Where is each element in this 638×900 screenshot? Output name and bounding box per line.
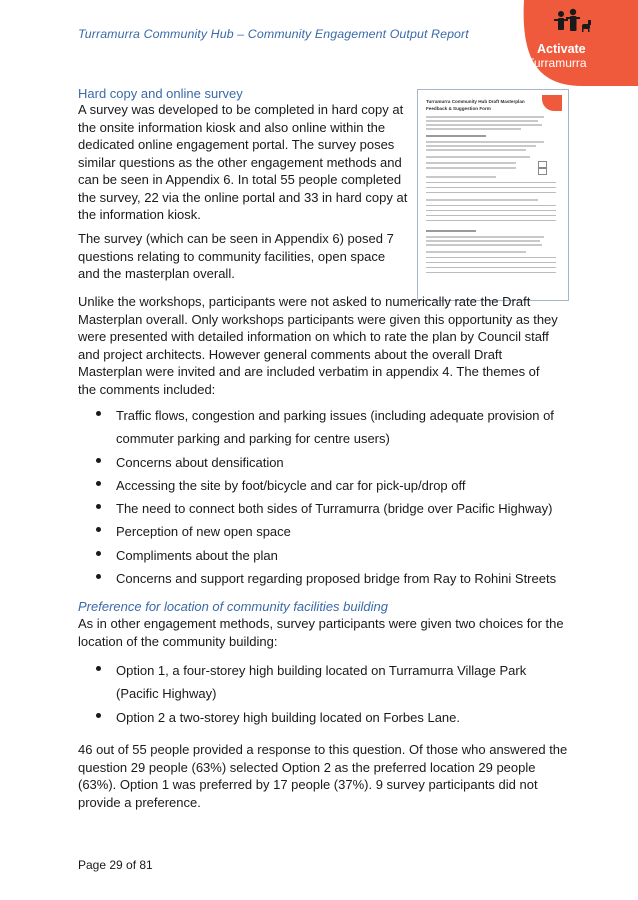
list-item: Perception of new open space: [79, 520, 569, 543]
logo-text-turramurra: Turramurra: [527, 56, 587, 70]
location-result-paragraph: 46 out of 55 people provided a response to this question. Of those who answered the question 29 people (63%) selected Option 2 as the preferred location 29 people (63%). Option 1 was preferred by 17 people (37%). 9 survey participants did not provide a preference.: [78, 742, 568, 810]
thumbnail-subtitle: Feedback & Suggestion Form: [426, 106, 491, 111]
list-item: Concerns and support regarding proposed bridge from Ray to Rohini Streets: [79, 567, 569, 590]
section-heading-survey: Hard copy and online survey: [78, 86, 243, 101]
comment-themes-list: [79, 404, 569, 590]
list-item: Concerns about densification: [79, 451, 569, 474]
list-item: Option 2 a two-storey high building located on Forbes Lane.: [79, 706, 569, 729]
list-item: Traffic flows, congestion and parking issues (including adequate provision of commuter parking and parking for centre users): [79, 404, 569, 451]
survey-paragraph-1: A survey was developed to be completed in hard copy at the onsite information kiosk and also online within the dedicated online engagement portal. The survey poses similar questions as the other engagement methods and can be seen in Appendix 6. In total 55 people completed the survey, 22 via the online portal and 33 in hard copy at the information kiosk.: [78, 102, 408, 222]
list-item: Compliments about the plan: [79, 544, 569, 567]
list-item: Accessing the site by foot/bicycle and car for pick-up/drop off: [79, 474, 569, 497]
list-item: Option 1, a four-storey high building located on Turramurra Village Park (Pacific Highway): [79, 659, 569, 706]
location-intro-paragraph: As in other engagement methods, survey participants were given two choices for the location of the community building:: [78, 616, 564, 649]
section-heading-location-preference: Preference for location of community facilities building: [78, 599, 388, 614]
thumbnail-logo: [542, 95, 562, 111]
survey-paragraph-2: The survey (which can be seen in Appendix 6) posed 7 questions relating to community facilities, open space and the masterplan overall.: [78, 231, 394, 281]
list-item: The need to connect both sides of Turramurra (bridge over Pacific Highway): [79, 497, 569, 520]
logo-text-activate: Activate: [537, 42, 586, 56]
location-options-list: [79, 659, 569, 729]
survey-form-thumbnail: [417, 89, 569, 301]
thumbnail-title: Turramurra Community Hub Draft Masterplan: [426, 99, 525, 104]
survey-paragraph-3: Unlike the workshops, participants were not asked to numerically rate the Draft Masterplan overall. Only workshops participants were given this opportunity as they were presented with detailed information on which to rate the plan by Council staff and project architects. However general comments about the overall Draft Masterplan were invited and are included verbatim in appendix 4. The themes of the comments included:: [78, 294, 558, 397]
page-number: Page 29 of 81: [78, 858, 153, 872]
running-header: Turramurra Community Hub – Community Engagement Output Report: [78, 27, 469, 41]
